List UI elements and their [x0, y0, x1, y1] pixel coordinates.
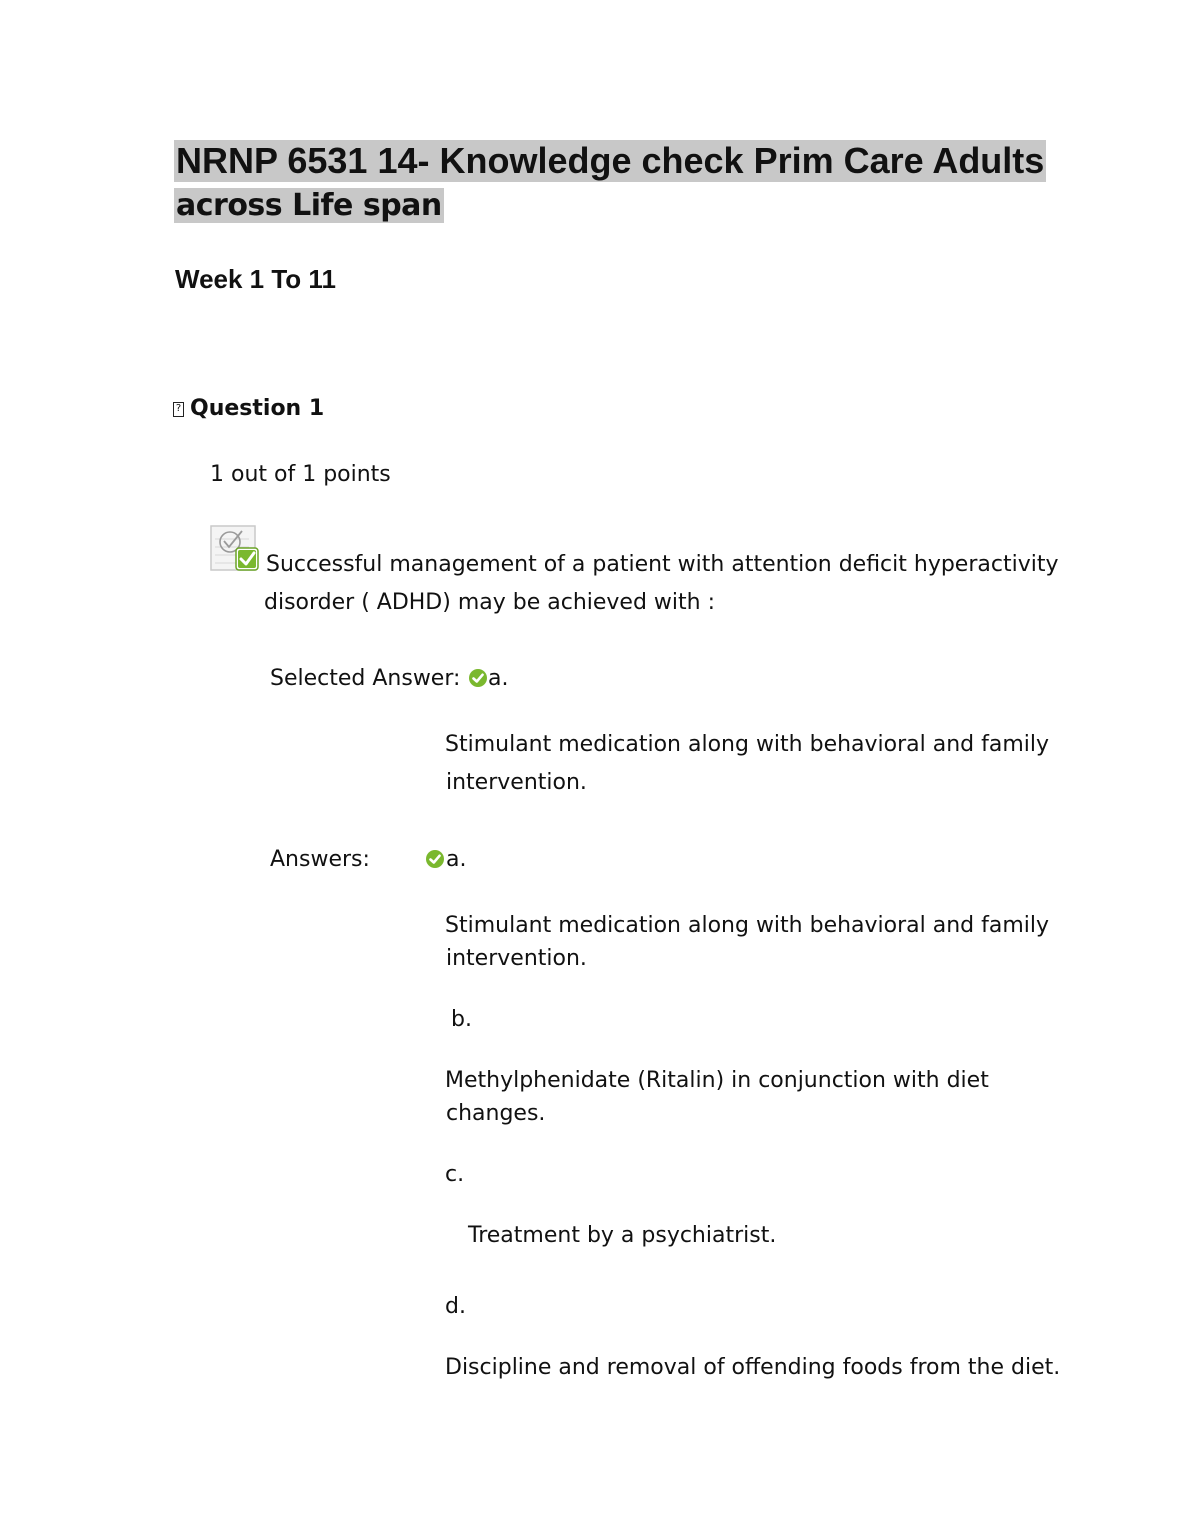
missing-glyph-icon: ? [173, 402, 184, 417]
answer-a-letter: a. [446, 847, 467, 872]
selected-answer-letter: a. [488, 666, 509, 691]
question-heading-label: Question 1 [190, 396, 325, 421]
selected-answer-label: Selected Answer: [270, 666, 461, 691]
answer-d-text-line-1: Discipline and removal of offending foods from the diet. [445, 1355, 1061, 1380]
answer-b-text-line-2: changes. [446, 1101, 546, 1126]
answer-c-text-line-1: Treatment by a psychiatrist. [468, 1223, 777, 1248]
answer-d-letter: d. [445, 1294, 466, 1319]
week-subtitle: Week 1 To 11 [175, 264, 336, 294]
question-text-line-1: Successful management of a patient with attention deficit hyperactivity [266, 552, 1059, 577]
answers-label: Answers: [270, 847, 370, 872]
answer-b-letter: b. [451, 1007, 472, 1032]
green-check-icon [468, 668, 488, 688]
question-points: 1 out of 1 points [210, 462, 391, 487]
answer-b-text-line-1: Methylphenidate (Ritalin) in conjunction with diet [445, 1068, 989, 1093]
selected-answer-text-line-1: Stimulant medication along with behavioral and family [445, 732, 1050, 757]
question-heading [173, 390, 324, 428]
document-title-line-2: across Life span [176, 188, 442, 223]
graded-correct-icon [209, 523, 261, 573]
answer-c-letter: c. [445, 1162, 465, 1187]
answer-a-text-line-2: intervention. [446, 946, 587, 971]
answer-a-text-line-1: Stimulant medication along with behavioral and family [445, 913, 1050, 938]
question-text-line-2: disorder ( ADHD) may be achieved with : [264, 590, 715, 615]
selected-answer-text-line-2: intervention. [446, 770, 587, 795]
document-title-line-1: NRNP 6531 14- Knowledge check Prim Care Adults [176, 140, 1045, 181]
green-check-icon [425, 849, 445, 869]
